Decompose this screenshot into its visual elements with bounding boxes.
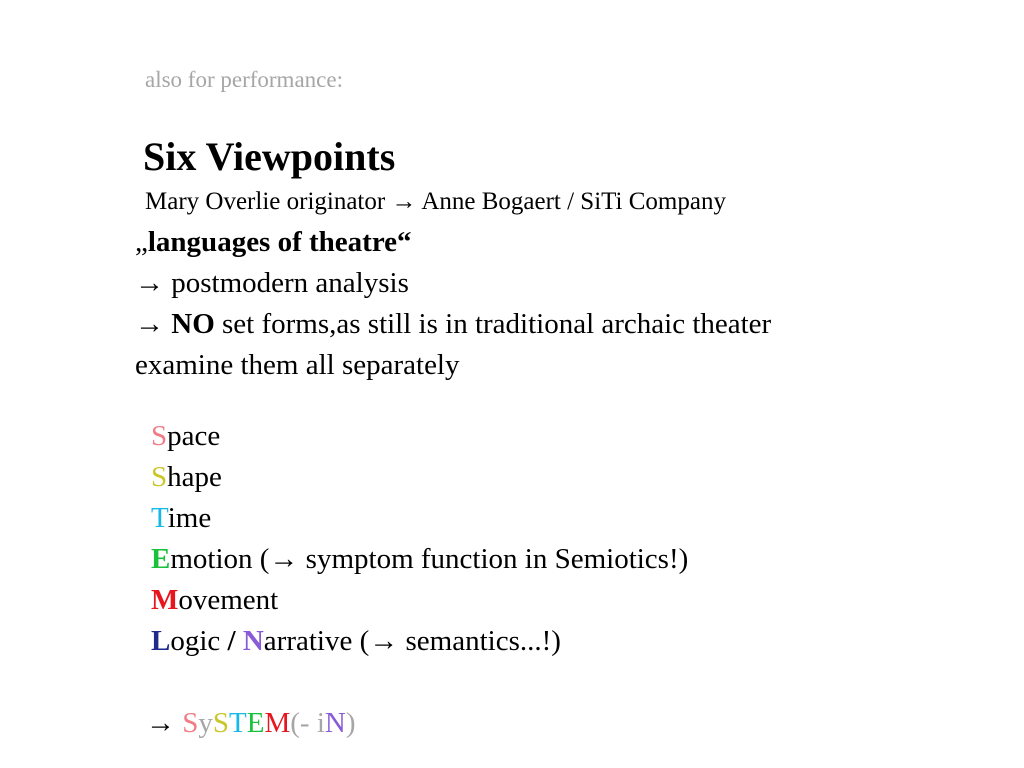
- quote-open: „: [135, 226, 148, 258]
- arrow-glyph: →: [135, 308, 172, 340]
- viewpoint-initial: T: [151, 502, 168, 534]
- no-text: NO: [171, 308, 215, 340]
- system-letter: y: [198, 707, 213, 739]
- examine-line: examine them all separately: [135, 349, 460, 381]
- arrow-glyph: →: [135, 267, 172, 299]
- viewpoint-rest: motion (→ symptom function in Semiotics!): [170, 543, 689, 575]
- viewpoint-time: [151, 504, 211, 533]
- viewpoint-shape: [151, 463, 222, 492]
- viewpoint-rest: hape: [167, 461, 222, 493]
- intro-text: also for performance:: [145, 67, 343, 92]
- system-letter: S: [182, 707, 199, 739]
- system-letter: M: [264, 707, 291, 739]
- slide-title: Six Viewpoints: [143, 134, 396, 179]
- viewpoint-rest: pace: [167, 420, 221, 452]
- viewpoint-movement: [151, 586, 278, 615]
- viewpoint-rest: ime: [167, 502, 212, 534]
- system-letter: N: [324, 707, 346, 739]
- no-rest-text: set forms,as still is in traditional archaic theater: [214, 308, 772, 340]
- viewpoint-initial: E: [151, 543, 171, 575]
- viewpoint-initial-narrative: N: [242, 625, 264, 657]
- system-letter: ): [345, 707, 356, 739]
- languages-text: languages of theatre: [147, 226, 398, 258]
- viewpoint-initial: L: [151, 625, 171, 657]
- viewpoint-initial: M: [151, 584, 179, 616]
- system-acronym: [182, 707, 355, 739]
- system-letter: (- i: [290, 707, 325, 739]
- viewpoint-rest: ovement: [178, 584, 279, 616]
- system-letter: S: [212, 707, 230, 739]
- system-letter: T: [229, 707, 247, 739]
- slash-separator: /: [227, 625, 243, 657]
- viewpoint-initial: S: [151, 420, 168, 452]
- viewpoint-rest: [170, 625, 243, 657]
- viewpoint-initial: S: [151, 461, 168, 493]
- system-letter: E: [246, 707, 265, 739]
- quote-close: “: [397, 226, 412, 258]
- viewpoint-emotion: [151, 545, 688, 574]
- viewpoint-logic-narrative: [151, 627, 561, 656]
- postmodern-line: [135, 269, 409, 298]
- viewpoint-rest-narrative: arrative (→ semantics...!): [263, 625, 561, 657]
- no-set-forms-line: [135, 310, 771, 339]
- postmodern-text: postmodern analysis: [171, 267, 409, 299]
- viewpoint-space: [151, 422, 220, 451]
- system-line: [146, 709, 356, 738]
- arrow-glyph: →: [146, 707, 183, 739]
- viewpoint-rest-part: ogic: [170, 625, 228, 657]
- languages-line: [135, 228, 412, 257]
- originator-line: Mary Overlie originator → Anne Bogaert / SiTi Company: [145, 188, 726, 215]
